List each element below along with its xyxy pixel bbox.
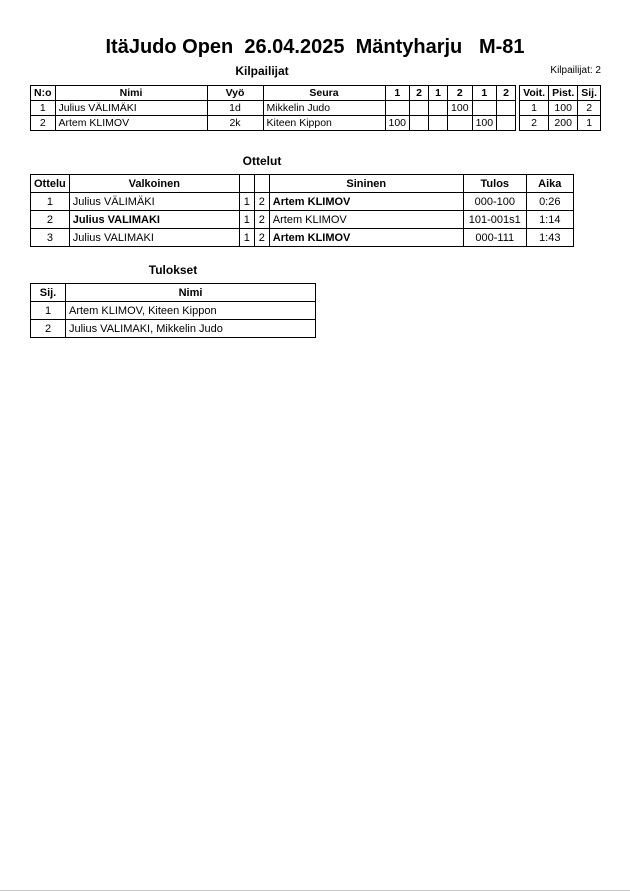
ottelut-header-row bbox=[31, 175, 574, 193]
cell-no: 1 bbox=[31, 101, 56, 116]
cell-place: 1 bbox=[31, 302, 66, 320]
cell-sij: 2 bbox=[578, 101, 601, 116]
cell-c1: 1 bbox=[239, 211, 254, 229]
cell-score bbox=[429, 116, 448, 131]
kilpailijat-table bbox=[30, 85, 601, 131]
cell-c1: 1 bbox=[239, 229, 254, 247]
col-header-no: N:o bbox=[31, 86, 56, 101]
cell-c1: 1 bbox=[239, 193, 254, 211]
col-header-nimi: Nimi bbox=[55, 86, 207, 101]
cell-vyo: 2k bbox=[207, 116, 263, 131]
col-header-score-5: 1 bbox=[472, 86, 497, 101]
cell-score: 100 bbox=[385, 116, 410, 131]
col-header-seura: Seura bbox=[263, 86, 385, 101]
match-row bbox=[31, 193, 574, 211]
col-header-sininen: Sininen bbox=[269, 175, 463, 193]
col-header-vyo: Vyö bbox=[207, 86, 263, 101]
tulokset-header-row bbox=[31, 284, 316, 302]
cell-score bbox=[429, 101, 448, 116]
col-header-voit: Voit. bbox=[520, 86, 549, 101]
cell-score bbox=[497, 101, 516, 116]
competitor-row bbox=[31, 116, 601, 131]
cell-score bbox=[472, 101, 497, 116]
match-row bbox=[31, 211, 574, 229]
cell-time: 0:26 bbox=[526, 193, 573, 211]
tulokset-table bbox=[30, 283, 316, 338]
col-header-pist: Pist. bbox=[549, 86, 578, 101]
kilpailijat-header-row bbox=[31, 86, 601, 101]
cell-match-number: 1 bbox=[31, 193, 70, 211]
col-header-sij: Sij. bbox=[31, 284, 66, 302]
competitor-count-label: Kilpailijat: 2 bbox=[550, 65, 601, 76]
cell-score bbox=[410, 101, 429, 116]
cell-blue-name: Artem KLIMOV bbox=[269, 193, 463, 211]
cell-c2: 2 bbox=[254, 229, 269, 247]
cell-score bbox=[385, 101, 410, 116]
col-header-score-2: 2 bbox=[410, 86, 429, 101]
competitor-row bbox=[31, 101, 601, 116]
tulokset-heading: Tulokset bbox=[148, 263, 198, 277]
cell-result: 101-001s1 bbox=[463, 211, 526, 229]
cell-result: 000-111 bbox=[463, 229, 526, 247]
cell-time: 1:43 bbox=[526, 229, 573, 247]
kilpailijat-heading: Kilpailijat bbox=[235, 64, 289, 78]
col-header-score-4: 2 bbox=[448, 86, 473, 101]
cell-score bbox=[497, 116, 516, 131]
col-header-score-3: 1 bbox=[429, 86, 448, 101]
col-header-c2 bbox=[254, 175, 269, 193]
cell-score: 100 bbox=[448, 101, 473, 116]
result-row bbox=[31, 302, 316, 320]
cell-sij: 1 bbox=[578, 116, 601, 131]
cell-c2: 2 bbox=[254, 193, 269, 211]
ottelut-table bbox=[30, 174, 574, 247]
cell-match-number: 3 bbox=[31, 229, 70, 247]
cell-time: 1:14 bbox=[526, 211, 573, 229]
cell-place: 2 bbox=[31, 320, 66, 338]
cell-white-name: Julius VALIMAKI bbox=[69, 211, 239, 229]
result-row bbox=[31, 320, 316, 338]
cell-no: 2 bbox=[31, 116, 56, 131]
col-header-tulos: Tulos bbox=[463, 175, 526, 193]
cell-match-number: 2 bbox=[31, 211, 70, 229]
col-header-valkoinen: Valkoinen bbox=[69, 175, 239, 193]
col-header-aika: Aika bbox=[526, 175, 573, 193]
cell-voit: 1 bbox=[520, 101, 549, 116]
col-header-ottelu: Ottelu bbox=[31, 175, 70, 193]
cell-nimi: Julius VÄLIMÄKI bbox=[55, 101, 207, 116]
cell-pist: 200 bbox=[549, 116, 578, 131]
cell-score bbox=[448, 116, 473, 131]
cell-vyo: 1d bbox=[207, 101, 263, 116]
page-title: ItäJudo Open 26.04.2025 Mäntyharju M-81 bbox=[105, 36, 525, 58]
cell-result: 000-100 bbox=[463, 193, 526, 211]
col-header-c1 bbox=[239, 175, 254, 193]
cell-c2: 2 bbox=[254, 211, 269, 229]
cell-blue-name: Artem KLIMOV bbox=[269, 229, 463, 247]
cell-seura: Kiteen Kippon bbox=[263, 116, 385, 131]
cell-white-name: Julius VALIMAKI bbox=[69, 229, 239, 247]
cell-name-club: Julius VALIMAKI, Mikkelin Judo bbox=[66, 320, 316, 338]
cell-nimi: Artem KLIMOV bbox=[55, 116, 207, 131]
cell-white-name: Julius VÄLIMÄKI bbox=[69, 193, 239, 211]
ottelut-heading: Ottelut bbox=[242, 154, 282, 168]
cell-seura: Mikkelin Judo bbox=[263, 101, 385, 116]
cell-voit: 2 bbox=[520, 116, 549, 131]
cell-name-club: Artem KLIMOV, Kiteen Kippon bbox=[66, 302, 316, 320]
cell-pist: 100 bbox=[549, 101, 578, 116]
col-header-score-1: 1 bbox=[385, 86, 410, 101]
cell-score: 100 bbox=[472, 116, 497, 131]
cell-blue-name: Artem KLIMOV bbox=[269, 211, 463, 229]
cell-score bbox=[410, 116, 429, 131]
col-header-sij: Sij. bbox=[578, 86, 601, 101]
col-header-score-6: 2 bbox=[497, 86, 516, 101]
col-header-nimi: Nimi bbox=[66, 284, 316, 302]
match-row bbox=[31, 229, 574, 247]
